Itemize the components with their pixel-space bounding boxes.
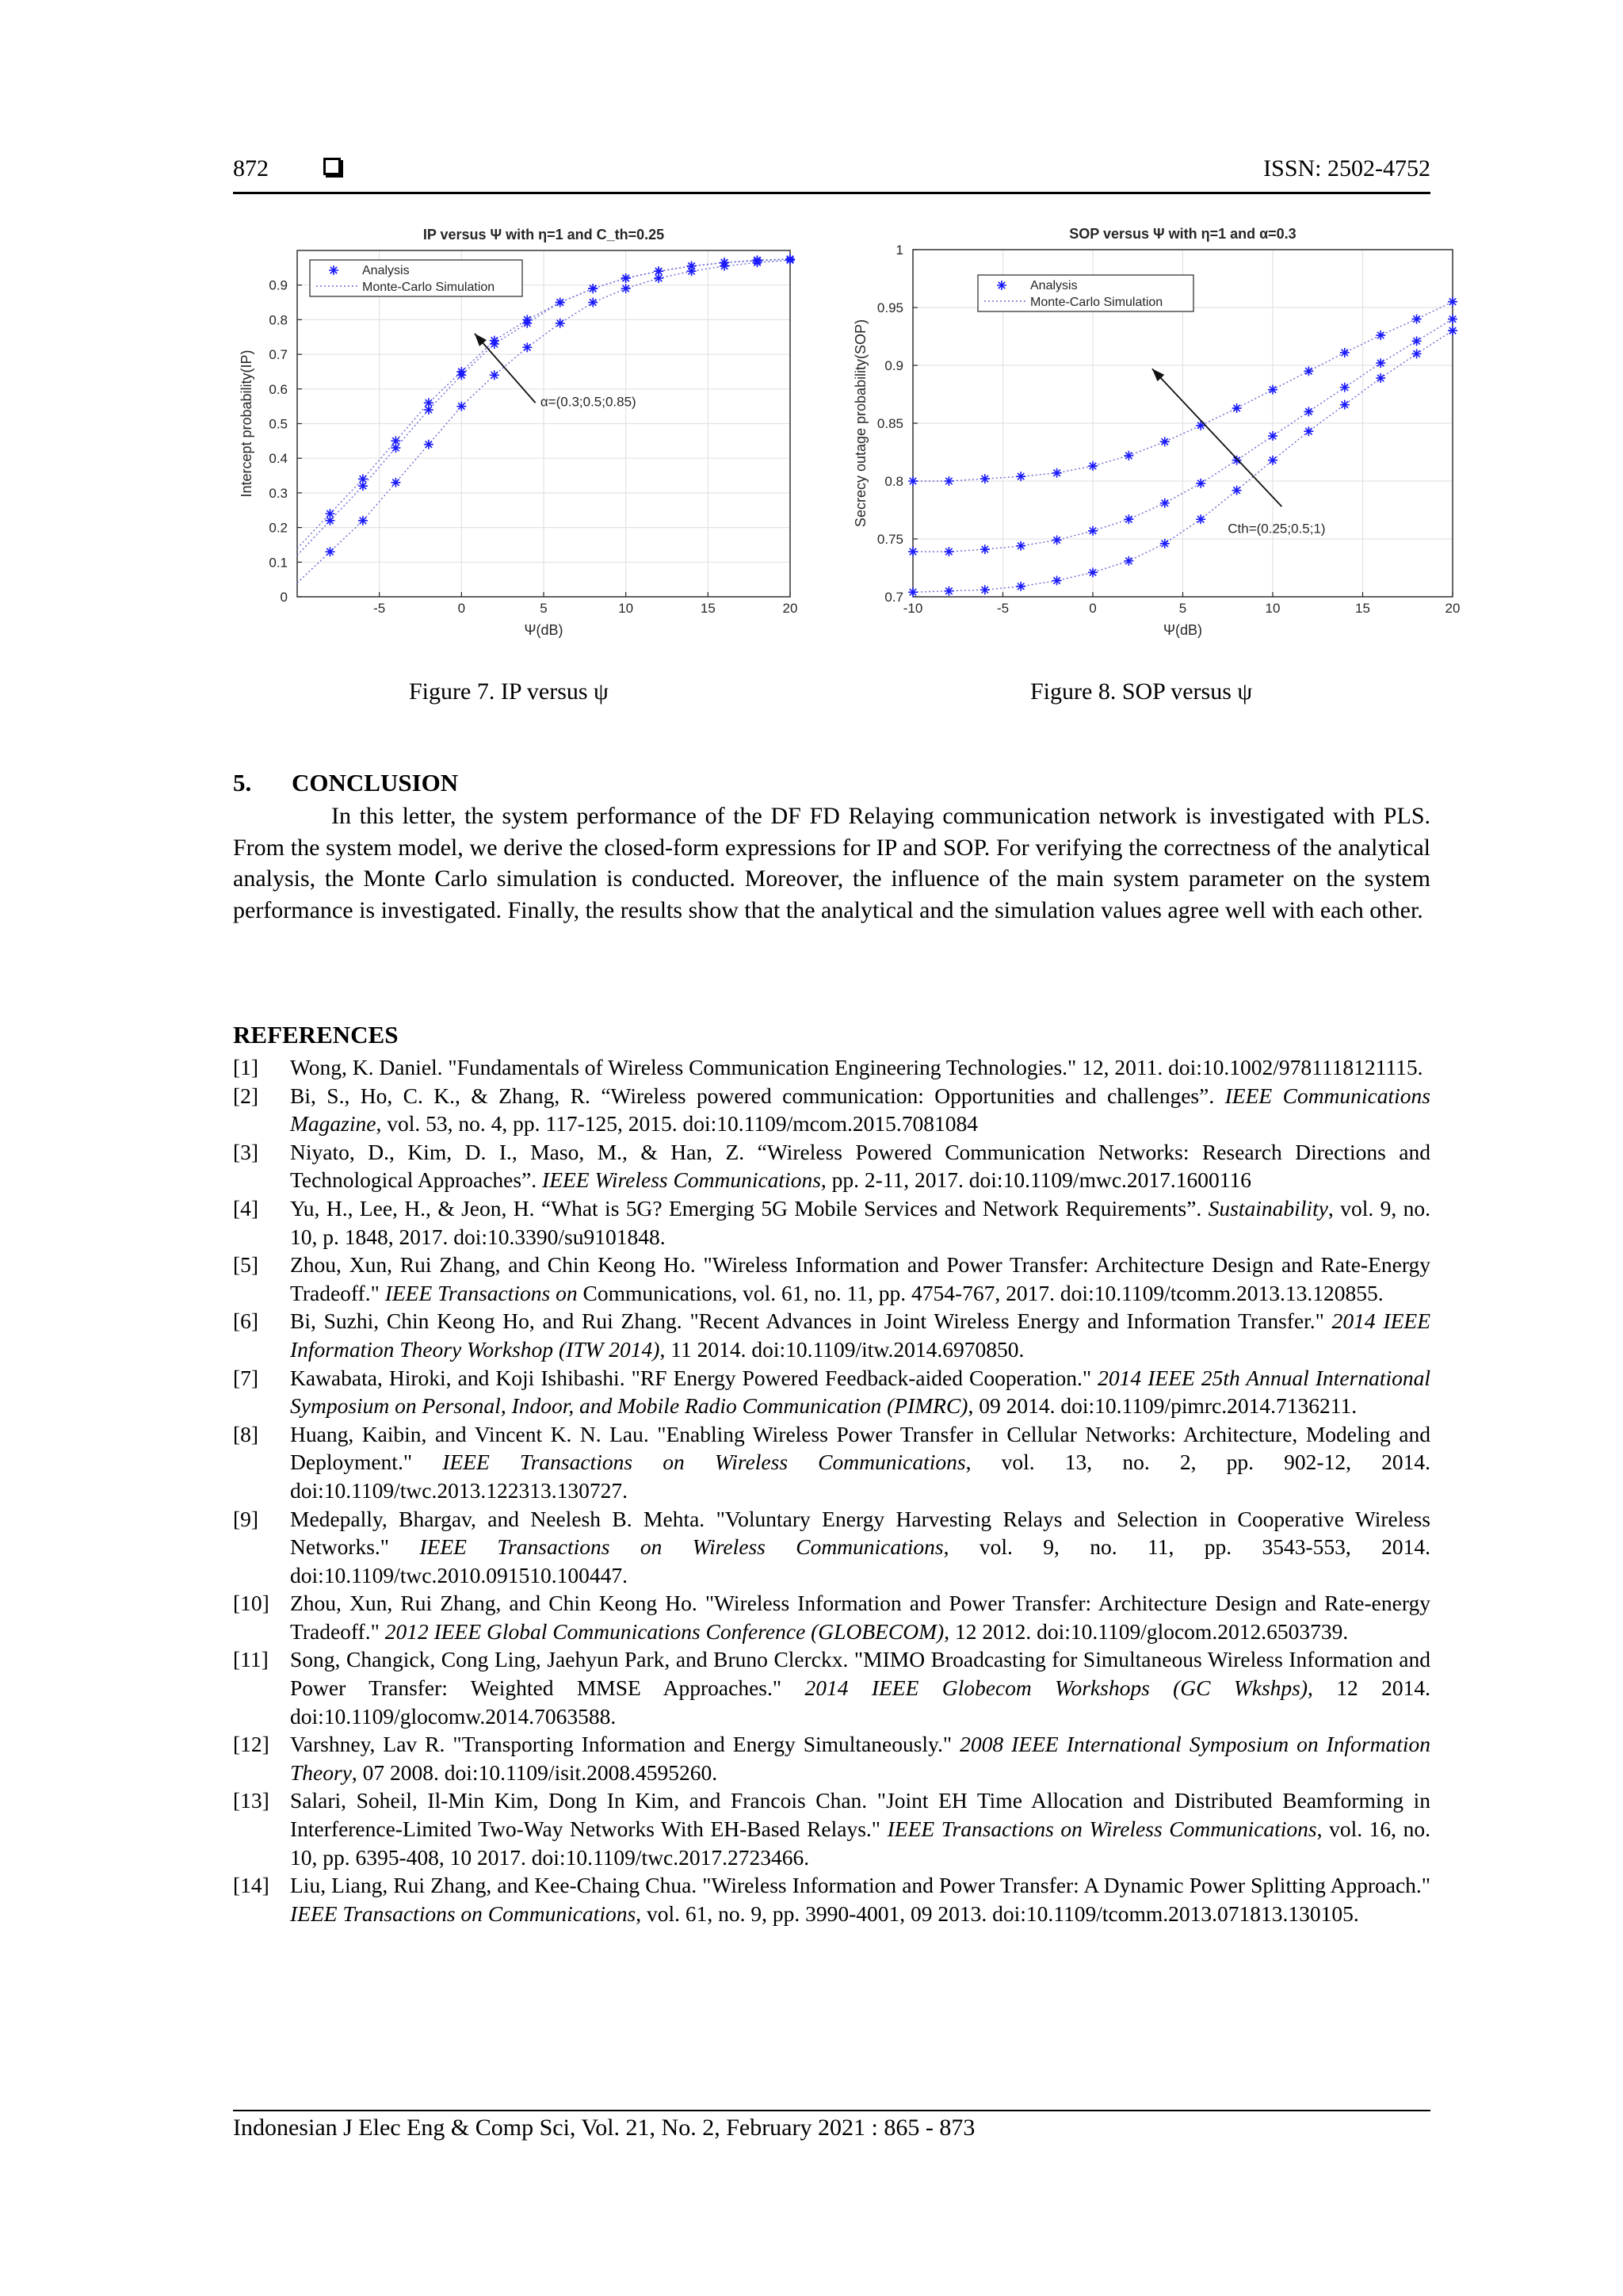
figure-8-caption: Figure 8. SOP versus ψ [1030, 678, 1253, 705]
reference-item [233, 1505, 1430, 1590]
y-tick-label: 0.5 [269, 416, 288, 432]
data-point [944, 547, 953, 556]
reference-text [290, 1505, 1430, 1590]
reference-item [233, 1307, 1430, 1363]
reference-text-part: , vol. 16, no. 10, pp. 6395-408, 10 2017. doi:10.1109/twc.2017.2723466. [290, 1817, 1431, 1870]
reference-text [290, 1082, 1430, 1138]
reference-text [290, 1786, 1430, 1871]
reference-text-part: Yu, H., Lee, H., & Jeon, H. “What is 5G? Emerging 5G Mobile Services and Network Requirements”. [290, 1195, 1209, 1221]
reference-item [233, 1645, 1430, 1730]
reference-text [290, 1645, 1430, 1730]
data-point [1124, 514, 1133, 524]
data-point [1052, 468, 1062, 478]
y-axis-label: Intercept probability(IP) [239, 350, 254, 498]
data-point [997, 281, 1006, 290]
figure-8 [840, 220, 1466, 648]
reference-text-part: , vol. 53, no. 4, pp. 117-125, 2015. doi:10.1109/mcom.2015.7081084 [376, 1111, 979, 1137]
x-tick-label: -10 [903, 601, 923, 616]
reference-venue: IEEE Transactions on Communications [290, 1901, 636, 1926]
x-tick-label: -5 [373, 601, 386, 616]
reference-text [290, 1730, 1430, 1786]
reference-text-part: Zhou, Xun, Rui Zhang, and Chin Keong Ho. "Wireless Information and Power Transfer: Architecture Design and Rate-energy Tradeoff." [290, 1591, 1430, 1644]
reference-number: [3] [233, 1139, 259, 1164]
data-point [1232, 403, 1242, 413]
y-tick-label: 0.75 [876, 532, 903, 547]
reference-venue: IEEE Communications Magazine [290, 1083, 1430, 1137]
legend-label: Monte-Carlo Simulation [362, 281, 495, 294]
reference-item [233, 1730, 1430, 1786]
x-tick-label: 20 [782, 601, 798, 616]
reference-text-part: Salari, Soheil, Il-Min Kim, Dong In Kim, and Francois Chan. "Joint EH Time Allocation and Distributed Beamforming in Interference-Limited Two-Way Networks With EH-Based Relays." [290, 1788, 1430, 1842]
reference-venue: IEEE Transactions on Wireless Communications [442, 1450, 966, 1475]
data-point [908, 476, 918, 486]
legend-label: Analysis [1030, 279, 1078, 292]
reference-number: [13] [233, 1788, 269, 1813]
header-divider [233, 192, 1430, 194]
reference-text-part: , 12 2014. doi:10.1109/glocomw.2014.7063588. [290, 1675, 1431, 1729]
reference-number: [14] [233, 1873, 269, 1898]
data-point [1448, 297, 1457, 307]
footer-citation: Indonesian J Elec Eng & Comp Sci, Vol. 21, No. 2, February 2021 : 865 - 873 [233, 2115, 976, 2141]
data-point [1232, 456, 1242, 465]
reference-text [290, 1194, 1430, 1251]
reference-item [233, 1138, 1430, 1194]
data-point [1052, 576, 1062, 586]
data-point [1124, 556, 1133, 566]
reference-text-part: Bi, S., Ho, C. K., & Zhang, R. “Wireless powered communication: Opportunities and challenges”. [290, 1083, 1225, 1108]
page-number: 872 [233, 155, 269, 181]
y-tick-label: 0.8 [269, 312, 288, 328]
reference-number: [1] [233, 1055, 259, 1079]
reference-venue: IEEE Transactions on Wireless Communications [887, 1817, 1317, 1842]
reference-number: [10] [233, 1591, 269, 1616]
reference-venue: IEEE Wireless Communications [542, 1167, 821, 1193]
reference-text-part: , pp. 2-11, 2017. doi:10.1109/mwc.2017.1600116 [820, 1167, 1252, 1193]
y-tick-label: 0.95 [876, 300, 903, 315]
reference-item [233, 1871, 1430, 1927]
data-point [1124, 451, 1133, 460]
reference-item [233, 1786, 1430, 1871]
data-point [1448, 326, 1457, 335]
reference-item [233, 1053, 1430, 1082]
reference-number: [8] [233, 1421, 259, 1446]
reference-number: [5] [233, 1252, 259, 1278]
data-point [1268, 431, 1277, 441]
data-point [1448, 315, 1457, 324]
reference-text-part: , 12 2012. doi:10.1109/glocom.2012.6503739. [944, 1618, 1349, 1644]
legend [310, 260, 522, 296]
data-point [1268, 385, 1277, 395]
reference-number: [4] [233, 1195, 259, 1221]
data-point [1268, 456, 1277, 465]
reference-number: [7] [233, 1365, 259, 1390]
reference-venue: Sustainability [1208, 1195, 1328, 1221]
reference-text-part: , 11 2014. doi:10.1109/itw.2014.6970850. [659, 1336, 1025, 1362]
annotation-label: Cth=(0.25;0.5;1) [1228, 521, 1326, 537]
reference-item [233, 1082, 1430, 1138]
reference-venue: 2012 IEEE Global Communications Conference (GLOBECOM) [384, 1618, 945, 1644]
reference-item [233, 1194, 1430, 1251]
references-heading: REFERENCES [233, 1021, 399, 1049]
reference-number: [6] [233, 1308, 259, 1334]
figure-7 [230, 220, 816, 648]
data-point [944, 586, 953, 596]
y-tick-label: 1 [896, 243, 903, 258]
annotation-label: α=(0.3;0.5;0.85) [540, 394, 636, 410]
reference-item [233, 1589, 1430, 1645]
reference-text-part: Communications, vol. 61, no. 11, pp. 4754-767, 2017. doi:10.1109/tcomm.2013.13.120855. [577, 1280, 1384, 1305]
reference-text-part: Huang, Kaibin, and Vincent K. N. Lau. "Enabling Wireless Power Transfer in Cellular Networks: Architecture, Modeling and Deployment." [290, 1421, 1430, 1475]
x-tick-label: 15 [700, 601, 716, 616]
data-point [908, 547, 918, 556]
x-tick-label: 20 [1445, 601, 1461, 616]
y-tick-label: 0.8 [884, 474, 903, 489]
x-tick-label: 10 [618, 601, 634, 616]
y-tick-label: 0.7 [269, 347, 288, 363]
reference-text-part: Zhou, Xun, Rui Zhang, and Chin Keong Ho. "Wireless Information and Power Transfer: Architecture Design and Rate-Energy Tradeoff." [290, 1252, 1430, 1305]
data-point [1088, 526, 1098, 536]
reference-item [233, 1251, 1430, 1307]
reference-text [290, 1251, 1430, 1307]
issn-label: ISSN: 2502-4752 [1263, 155, 1430, 181]
y-tick-label: 0.6 [269, 381, 288, 397]
reference-item [233, 1420, 1430, 1505]
reference-venue: 2014 IEEE 25th Annual International Symposium on Personal, Indoor, and Mobile Radio Communication (PIMRC) [290, 1365, 1430, 1419]
checkbox-square-icon [323, 158, 341, 175]
x-tick-label: 15 [1355, 601, 1370, 616]
y-tick-label: 0.4 [269, 451, 288, 467]
reference-number: [11] [233, 1647, 269, 1672]
sop-chart [840, 220, 1466, 648]
legend-label: Monte-Carlo Simulation [1030, 296, 1163, 309]
y-tick-label: 0.3 [269, 485, 288, 501]
reference-venue: 2014 IEEE Information Theory Workshop (ITW 2014) [290, 1308, 1431, 1362]
reference-text-part: , vol. 13, no. 2, pp. 902-12, 2014. doi:10.1109/twc.2013.122313.130727. [290, 1450, 1430, 1503]
chart-title: IP versus Ψ with η=1 and C_th=0.25 [422, 227, 665, 243]
reference-number: [12] [233, 1732, 269, 1757]
data-point [1232, 486, 1242, 495]
legend [978, 275, 1193, 311]
y-tick-label: 0.2 [269, 520, 288, 536]
reference-venue: IEEE Transactions on Wireless Communications [419, 1534, 944, 1560]
reference-text-part: , vol. 9, no. 11, pp. 3543-553, 2014. doi:10.1109/twc.2010.091510.100447. [290, 1534, 1431, 1587]
reference-text-part: , vol. 9, no. 10, p. 1848, 2017. doi:10.3390/su9101848. [290, 1195, 1430, 1249]
conclusion-paragraph: In this letter, the system performance of the DF FD Relaying communication network is investigated with PLS. From the system model, we derive the closed-form expressions for IP and SOP. For verifying the correctness of the analytical analysis, the Monte Carlo simulation is conducted. Moreover, the influence of the main system parameter on the system performance is investigated. Finally, the results show that the analytical and the simulation values agree well with each other. [233, 803, 1430, 923]
reference-text-part: Liu, Liang, Rui Zhang, and Kee-Chaing Chua. "Wireless Information and Power Transfer: A Dynamic Power Splitting Approach." [290, 1873, 1430, 1898]
reference-venue: 2014 IEEE Globecom Workshops (GC Wkshps) [804, 1675, 1308, 1701]
reference-text-part: Niyato, D., Kim, D. I., Maso, M., & Han, Z. “Wireless Powered Communication Networks: Research Directions and Technological Approaches”. [290, 1139, 1430, 1193]
reference-text [290, 1589, 1430, 1645]
reference-text [290, 1138, 1430, 1194]
reference-text-part: Medepally, Bhargav, and Neelesh B. Mehta. "Voluntary Energy Harvesting Relays and Selection in Cooperative Wireless Networks." [290, 1506, 1430, 1560]
reference-venue: 2008 IEEE International Symposium on Information Theory [290, 1732, 1430, 1785]
y-tick-label: 0.9 [884, 358, 903, 373]
reference-text-part: Bi, Suzhi, Chin Keong Ho, and Rui Zhang. "Recent Advances in Joint Wireless Energy and Information Transfer." [290, 1308, 1332, 1334]
data-point [1088, 461, 1098, 471]
figure-7-caption: Figure 7. IP versus ψ [409, 678, 609, 705]
ip-chart [230, 220, 816, 648]
footer-divider [233, 2110, 1430, 2111]
y-tick-label: 0.9 [269, 277, 288, 293]
reference-text [290, 1871, 1430, 1927]
reference-text-part: , vol. 61, no. 9, pp. 3990-4001, 09 2013. doi:10.1109/tcomm.2013.071813.130105. [636, 1901, 1359, 1926]
x-tick-label: 5 [540, 601, 548, 616]
reference-venue: IEEE Transactions on [384, 1280, 578, 1305]
reference-list [233, 1053, 1430, 1927]
reference-text-part: , 09 2014. doi:10.1109/pimrc.2014.7136211. [968, 1393, 1358, 1419]
x-axis-label: Ψ(dB) [1163, 622, 1203, 638]
x-tick-label: 5 [1178, 601, 1187, 616]
section-title: CONCLUSION [292, 769, 459, 797]
section-number: 5. [233, 769, 252, 797]
y-tick-label: 0 [280, 590, 288, 605]
reference-text-part: Varshney, Lav R. "Transporting Information and Energy Simultaneously." [290, 1732, 960, 1757]
reference-text [290, 1307, 1430, 1363]
x-tick-label: 0 [1089, 601, 1097, 616]
reference-text: Wong, K. Daniel. "Fundamentals of Wireless Communication Engineering Technologies." 12, 2011. doi:10.1002/9781118121115. [290, 1055, 1423, 1079]
x-axis-label: Ψ(dB) [524, 622, 563, 638]
legend-label: Analysis [362, 264, 410, 277]
y-axis-label: Secrecy outage probability(SOP) [853, 319, 869, 528]
data-point [1088, 567, 1098, 577]
section-heading [233, 769, 458, 797]
reference-text [290, 1420, 1430, 1505]
reference-text [290, 1364, 1430, 1420]
x-tick-label: 0 [457, 601, 466, 616]
y-tick-label: 0.7 [884, 590, 903, 605]
reference-text-part: , 07 2008. doi:10.1109/isit.2008.4595260. [351, 1759, 718, 1785]
x-tick-label: -5 [996, 601, 1010, 616]
reference-text-part: Song, Changick, Cong Ling, Jaehyun Park, and Bruno Clerckx. "MIMO Broadcasting for Simultaneous Wireless Information and Power Transfer: Weighted MMSE Approaches." [290, 1647, 1430, 1701]
chart-title: SOP versus Ψ with η=1 and α=0.3 [1069, 226, 1296, 242]
x-tick-label: 10 [1265, 601, 1281, 616]
y-tick-label: 0.85 [876, 416, 903, 431]
reference-item [233, 1364, 1430, 1420]
y-tick-label: 0.1 [269, 555, 288, 571]
reference-number: [2] [233, 1083, 259, 1108]
reference-number: [9] [233, 1506, 259, 1531]
reference-text-part: Kawabata, Hiroki, and Koji Ishibashi. "RF Energy Powered Feedback-aided Cooperation." [290, 1365, 1098, 1390]
data-point [944, 476, 953, 486]
